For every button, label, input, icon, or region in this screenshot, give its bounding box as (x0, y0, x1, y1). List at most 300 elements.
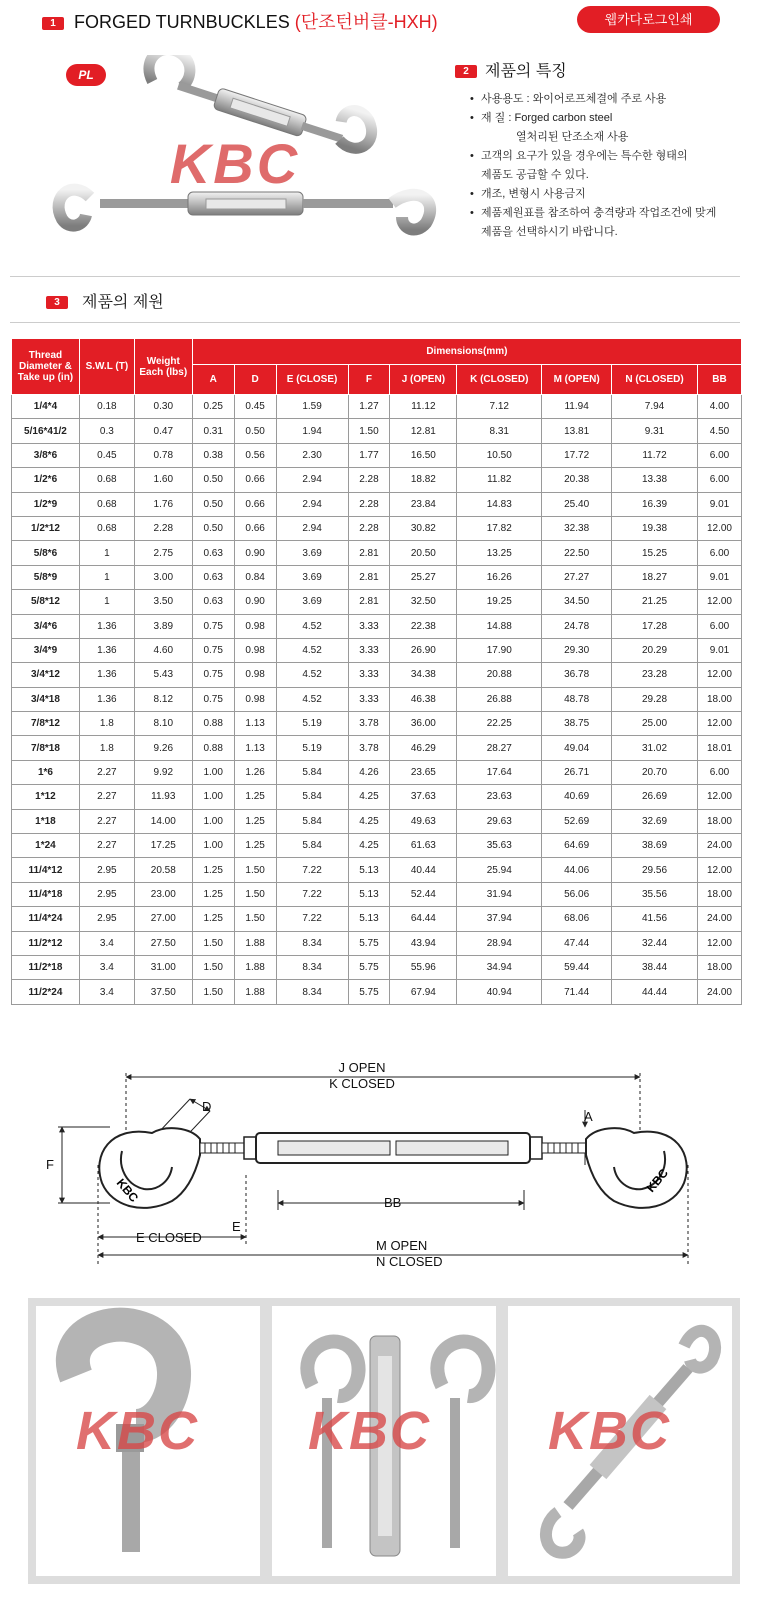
cell-bb: 12.00 (697, 858, 741, 882)
cell-e: 1.94 (276, 419, 348, 443)
cell-e: 3.69 (276, 565, 348, 589)
cell-k: 31.94 (457, 882, 542, 906)
table-row (12, 785, 742, 809)
cell-n: 21.25 (612, 590, 698, 614)
feature-item: • 재 질 : Forged carbon steel (470, 109, 760, 128)
cell-weight: 3.00 (134, 565, 192, 589)
hook-brand-right: KBC (643, 1166, 672, 1195)
cell-m: 22.50 (542, 541, 612, 565)
cell-f: 4.25 (348, 834, 390, 858)
cell-k: 20.88 (457, 663, 542, 687)
cell-weight: 3.50 (134, 590, 192, 614)
table-row (12, 809, 742, 833)
cell-f: 1.50 (348, 419, 390, 443)
cell-n: 32.69 (612, 809, 698, 833)
cell-f: 4.25 (348, 809, 390, 833)
cell-m: 11.94 (542, 395, 612, 419)
turnbuckle-product-image (40, 55, 440, 275)
cell-m: 13.81 (542, 419, 612, 443)
header-swl: S.W.L (T) (79, 339, 134, 395)
cell-e: 2.94 (276, 492, 348, 516)
cell-a: 1.50 (192, 931, 234, 955)
cell-a: 0.50 (192, 492, 234, 516)
spec-table (11, 338, 742, 1005)
cell-thread: 5/16*41/2 (12, 419, 80, 443)
cell-thread: 3/4*6 (12, 614, 80, 638)
cell-e: 8.34 (276, 931, 348, 955)
cell-weight: 17.25 (134, 834, 192, 858)
cell-n: 23.28 (612, 663, 698, 687)
header-d: D (234, 365, 276, 395)
cell-weight: 14.00 (134, 809, 192, 833)
cell-d: 0.98 (234, 638, 276, 662)
cell-thread: 11/2*18 (12, 955, 80, 979)
cell-a: 0.31 (192, 419, 234, 443)
label-k-closed: K CLOSED (329, 1076, 395, 1091)
spec-table-body (12, 395, 742, 1005)
table-row (12, 468, 742, 492)
cell-j: 25.27 (390, 565, 457, 589)
cell-m: 47.44 (542, 931, 612, 955)
cell-e: 7.22 (276, 882, 348, 906)
cell-d: 1.50 (234, 907, 276, 931)
cell-k: 13.25 (457, 541, 542, 565)
cell-n: 17.28 (612, 614, 698, 638)
table-row (12, 834, 742, 858)
cell-m: 40.69 (542, 785, 612, 809)
cell-weight: 5.43 (134, 663, 192, 687)
cell-weight: 27.50 (134, 931, 192, 955)
cell-d: 0.56 (234, 443, 276, 467)
cell-j: 37.63 (390, 785, 457, 809)
cell-n: 20.29 (612, 638, 698, 662)
cell-weight: 0.78 (134, 443, 192, 467)
table-row (12, 712, 742, 736)
cell-d: 0.98 (234, 687, 276, 711)
cell-weight: 20.58 (134, 858, 192, 882)
cell-e: 3.69 (276, 590, 348, 614)
cell-e: 5.19 (276, 736, 348, 760)
feature-subtext: 제품도 공급할 수 있다. (481, 169, 589, 181)
cell-m: 34.50 (542, 590, 612, 614)
cell-d: 1.25 (234, 834, 276, 858)
cell-e: 8.34 (276, 980, 348, 1004)
header-f: F (348, 365, 390, 395)
cell-a: 0.75 (192, 614, 234, 638)
cell-swl: 2.27 (79, 809, 134, 833)
table-row (12, 955, 742, 979)
cell-k: 34.94 (457, 955, 542, 979)
table-row (12, 492, 742, 516)
cell-swl: 0.45 (79, 443, 134, 467)
cell-a: 0.50 (192, 516, 234, 540)
table-row (12, 638, 742, 662)
cell-f: 3.78 (348, 736, 390, 760)
cell-d: 1.88 (234, 931, 276, 955)
cell-swl: 1 (79, 565, 134, 589)
cell-swl: 1.36 (79, 614, 134, 638)
product-photo-turnbuckle-diagonal (500, 1298, 740, 1584)
product-photo-hook-closeup (28, 1298, 268, 1584)
cell-k: 10.50 (457, 443, 542, 467)
section-number-badge: 2 (455, 65, 477, 78)
cell-thread: 1*18 (12, 809, 80, 833)
cell-j: 40.44 (390, 858, 457, 882)
feature-item: • 개조, 변형시 사용금지 (470, 185, 760, 204)
cell-weight: 9.26 (134, 736, 192, 760)
cell-thread: 1*24 (12, 834, 80, 858)
cell-a: 1.50 (192, 955, 234, 979)
cell-e: 5.19 (276, 712, 348, 736)
pl-badge: PL (66, 64, 106, 86)
cell-bb: 6.00 (697, 614, 741, 638)
cell-e: 2.94 (276, 516, 348, 540)
cell-j: 46.38 (390, 687, 457, 711)
table-row (12, 443, 742, 467)
cell-thread: 1/2*12 (12, 516, 80, 540)
cell-j: 67.94 (390, 980, 457, 1004)
cell-swl: 1.8 (79, 712, 134, 736)
cell-thread: 1/2*6 (12, 468, 80, 492)
cell-weight: 0.30 (134, 395, 192, 419)
cell-j: 43.94 (390, 931, 457, 955)
cell-n: 16.39 (612, 492, 698, 516)
cell-f: 5.75 (348, 955, 390, 979)
cell-j: 16.50 (390, 443, 457, 467)
cell-thread: 7/8*12 (12, 712, 80, 736)
cell-a: 0.25 (192, 395, 234, 419)
table-row (12, 907, 742, 931)
cell-swl: 2.27 (79, 785, 134, 809)
cell-bb: 6.00 (697, 468, 741, 492)
features-heading (455, 58, 567, 81)
cell-a: 1.25 (192, 907, 234, 931)
cell-d: 1.25 (234, 809, 276, 833)
cell-a: 1.00 (192, 809, 234, 833)
cell-swl: 1.36 (79, 663, 134, 687)
cell-n: 15.25 (612, 541, 698, 565)
cell-bb: 12.00 (697, 663, 741, 687)
label-bb: BB (384, 1195, 402, 1210)
cell-e: 5.84 (276, 785, 348, 809)
cell-swl: 2.95 (79, 907, 134, 931)
cell-thread: 11/2*12 (12, 931, 80, 955)
cell-n: 20.70 (612, 760, 698, 784)
cell-k: 23.63 (457, 785, 542, 809)
cell-f: 2.81 (348, 541, 390, 565)
cell-bb: 24.00 (697, 980, 741, 1004)
header-thread: Thread Diameter & Take up (in) (12, 339, 80, 395)
table-row (12, 614, 742, 638)
cell-m: 71.44 (542, 980, 612, 1004)
cell-m: 20.38 (542, 468, 612, 492)
cell-a: 0.38 (192, 443, 234, 467)
cell-d: 1.50 (234, 858, 276, 882)
cell-k: 17.64 (457, 760, 542, 784)
cell-k: 40.94 (457, 980, 542, 1004)
header-e: E (CLOSE) (276, 365, 348, 395)
cell-e: 4.52 (276, 663, 348, 687)
header-a: A (192, 365, 234, 395)
cell-m: 44.06 (542, 858, 612, 882)
cell-bb: 6.00 (697, 760, 741, 784)
cell-weight: 27.00 (134, 907, 192, 931)
cell-k: 22.25 (457, 712, 542, 736)
feature-subtext: 제품을 선택하시기 바랍니다. (481, 226, 618, 238)
label-m-open: M OPEN (376, 1238, 428, 1253)
table-row (12, 858, 742, 882)
web-catalog-print-button[interactable]: 웹카다로그인쇄 (577, 6, 720, 33)
cell-bb: 18.00 (697, 882, 741, 906)
cell-f: 5.13 (348, 907, 390, 931)
cell-swl: 2.95 (79, 858, 134, 882)
cell-n: 35.56 (612, 882, 698, 906)
cell-e: 1.59 (276, 395, 348, 419)
cell-k: 28.94 (457, 931, 542, 955)
cell-swl: 3.4 (79, 980, 134, 1004)
header-bb: BB (697, 365, 741, 395)
cell-f: 3.78 (348, 712, 390, 736)
cell-f: 5.75 (348, 931, 390, 955)
cell-weight: 4.60 (134, 638, 192, 662)
cell-n: 31.02 (612, 736, 698, 760)
cell-thread: 11/2*24 (12, 980, 80, 1004)
cell-thread: 5/8*9 (12, 565, 80, 589)
cell-n: 38.44 (612, 955, 698, 979)
cell-e: 4.52 (276, 638, 348, 662)
cell-bb: 6.00 (697, 443, 741, 467)
cell-a: 0.88 (192, 712, 234, 736)
cell-k: 17.90 (457, 638, 542, 662)
cell-e: 8.34 (276, 955, 348, 979)
cell-n: 11.72 (612, 443, 698, 467)
cell-n: 18.27 (612, 565, 698, 589)
cell-j: 30.82 (390, 516, 457, 540)
cell-k: 8.31 (457, 419, 542, 443)
cell-bb: 24.00 (697, 834, 741, 858)
table-row (12, 736, 742, 760)
cell-thread: 1*6 (12, 760, 80, 784)
kbc-watermark: KBC (548, 1401, 671, 1461)
product-photo-turnbuckle-front (264, 1298, 504, 1584)
cell-k: 14.88 (457, 614, 542, 638)
cell-m: 29.30 (542, 638, 612, 662)
cell-bb: 12.00 (697, 516, 741, 540)
cell-swl: 3.4 (79, 955, 134, 979)
cell-k: 17.82 (457, 516, 542, 540)
cell-n: 41.56 (612, 907, 698, 931)
section-divider (10, 322, 740, 323)
cell-m: 49.04 (542, 736, 612, 760)
cell-swl: 1.36 (79, 638, 134, 662)
table-row (12, 931, 742, 955)
table-row (12, 541, 742, 565)
cell-d: 0.66 (234, 492, 276, 516)
table-row (12, 590, 742, 614)
cell-e: 4.52 (276, 614, 348, 638)
feature-item: • 고객의 요구가 있을 경우에는 특수한 형태의 (470, 147, 760, 166)
cell-thread: 1/4*4 (12, 395, 80, 419)
cell-bb: 4.00 (697, 395, 741, 419)
cell-a: 1.25 (192, 882, 234, 906)
cell-d: 1.13 (234, 736, 276, 760)
cell-weight: 8.10 (134, 712, 192, 736)
cell-n: 26.69 (612, 785, 698, 809)
cell-f: 5.13 (348, 858, 390, 882)
cell-bb: 9.01 (697, 492, 741, 516)
cell-m: 27.27 (542, 565, 612, 589)
cell-weight: 31.00 (134, 955, 192, 979)
feature-subtext: 열처리된 단조소재 사용 (516, 131, 629, 143)
cell-j: 11.12 (390, 395, 457, 419)
cell-thread: 7/8*18 (12, 736, 80, 760)
cell-swl: 1 (79, 590, 134, 614)
label-a: A (584, 1109, 593, 1124)
cell-swl: 2.27 (79, 834, 134, 858)
cell-f: 2.28 (348, 492, 390, 516)
cell-k: 14.83 (457, 492, 542, 516)
cell-k: 26.88 (457, 687, 542, 711)
cell-k: 35.63 (457, 834, 542, 858)
cell-f: 2.28 (348, 468, 390, 492)
cell-f: 4.26 (348, 760, 390, 784)
cell-j: 55.96 (390, 955, 457, 979)
cell-j: 52.44 (390, 882, 457, 906)
cell-d: 1.26 (234, 760, 276, 784)
cell-d: 0.50 (234, 419, 276, 443)
cell-m: 32.38 (542, 516, 612, 540)
hook-brand-left: KBC (113, 1175, 142, 1205)
cell-a: 0.75 (192, 687, 234, 711)
cell-m: 26.71 (542, 760, 612, 784)
cell-e: 3.69 (276, 541, 348, 565)
cell-bb: 24.00 (697, 907, 741, 931)
cell-j: 23.65 (390, 760, 457, 784)
cell-bb: 12.00 (697, 712, 741, 736)
cell-j: 46.29 (390, 736, 457, 760)
cell-a: 0.75 (192, 638, 234, 662)
specs-heading (46, 289, 164, 312)
cell-j: 32.50 (390, 590, 457, 614)
table-row (12, 663, 742, 687)
title-english: FORGED TURNBUCKLES (74, 12, 290, 32)
cell-k: 16.26 (457, 565, 542, 589)
cell-thread: 5/8*12 (12, 590, 80, 614)
cell-m: 68.06 (542, 907, 612, 931)
cell-d: 0.98 (234, 614, 276, 638)
cell-d: 1.25 (234, 785, 276, 809)
header-j: J (OPEN) (390, 365, 457, 395)
cell-f: 3.33 (348, 663, 390, 687)
header-m: M (OPEN) (542, 365, 612, 395)
cell-n: 29.28 (612, 687, 698, 711)
dimension-diagram (40, 1055, 740, 1280)
cell-e: 7.22 (276, 907, 348, 931)
cell-k: 19.25 (457, 590, 542, 614)
cell-f: 5.75 (348, 980, 390, 1004)
table-row (12, 395, 742, 419)
cell-m: 52.69 (542, 809, 612, 833)
label-e: E (232, 1219, 241, 1234)
cell-a: 1.00 (192, 834, 234, 858)
cell-swl: 3.4 (79, 931, 134, 955)
cell-bb: 12.00 (697, 590, 741, 614)
cell-bb: 18.00 (697, 687, 741, 711)
cell-thread: 3/4*9 (12, 638, 80, 662)
cell-weight: 2.28 (134, 516, 192, 540)
cell-thread: 1/2*9 (12, 492, 80, 516)
cell-swl: 2.27 (79, 760, 134, 784)
table-row (12, 882, 742, 906)
kbc-watermark: KBC (308, 1401, 431, 1461)
cell-j: 64.44 (390, 907, 457, 931)
cell-f: 3.33 (348, 687, 390, 711)
table-row (12, 760, 742, 784)
cell-weight: 3.89 (134, 614, 192, 638)
cell-j: 20.50 (390, 541, 457, 565)
cell-a: 1.00 (192, 760, 234, 784)
cell-a: 0.63 (192, 590, 234, 614)
table-row (12, 980, 742, 1004)
cell-d: 1.88 (234, 980, 276, 1004)
cell-k: 37.94 (457, 907, 542, 931)
cell-weight: 8.12 (134, 687, 192, 711)
cell-swl: 1.36 (79, 687, 134, 711)
cell-n: 32.44 (612, 931, 698, 955)
cell-thread: 11/4*18 (12, 882, 80, 906)
cell-j: 36.00 (390, 712, 457, 736)
cell-bb: 12.00 (697, 785, 741, 809)
title-korean: (단조턴버클-HXH) (294, 12, 438, 32)
cell-f: 1.77 (348, 443, 390, 467)
cell-weight: 0.47 (134, 419, 192, 443)
cell-n: 29.56 (612, 858, 698, 882)
cell-d: 1.13 (234, 712, 276, 736)
cell-d: 0.45 (234, 395, 276, 419)
cell-e: 5.84 (276, 809, 348, 833)
label-d: D (202, 1099, 212, 1114)
cell-e: 2.94 (276, 468, 348, 492)
cell-j: 49.63 (390, 809, 457, 833)
cell-weight: 37.50 (134, 980, 192, 1004)
label-n-closed: N CLOSED (376, 1254, 443, 1269)
table-row (12, 419, 742, 443)
cell-bb: 9.01 (697, 638, 741, 662)
label-f: F (46, 1157, 54, 1172)
kbc-watermark: KBC (169, 132, 301, 195)
header-dimensions: Dimensions(mm) (192, 339, 741, 365)
cell-d: 0.90 (234, 590, 276, 614)
features-list (470, 90, 760, 242)
cell-e: 5.84 (276, 760, 348, 784)
cell-bb: 12.00 (697, 931, 741, 955)
section-divider (10, 276, 740, 277)
cell-n: 44.44 (612, 980, 698, 1004)
cell-k: 11.82 (457, 468, 542, 492)
cell-bb: 18.00 (697, 809, 741, 833)
cell-thread: 3/4*12 (12, 663, 80, 687)
cell-j: 18.82 (390, 468, 457, 492)
cell-e: 2.30 (276, 443, 348, 467)
cell-f: 5.13 (348, 882, 390, 906)
cell-k: 28.27 (457, 736, 542, 760)
cell-thread: 5/8*6 (12, 541, 80, 565)
cell-m: 59.44 (542, 955, 612, 979)
cell-thread: 3/4*18 (12, 687, 80, 711)
cell-f: 3.33 (348, 614, 390, 638)
cell-k: 25.94 (457, 858, 542, 882)
cell-weight: 2.75 (134, 541, 192, 565)
